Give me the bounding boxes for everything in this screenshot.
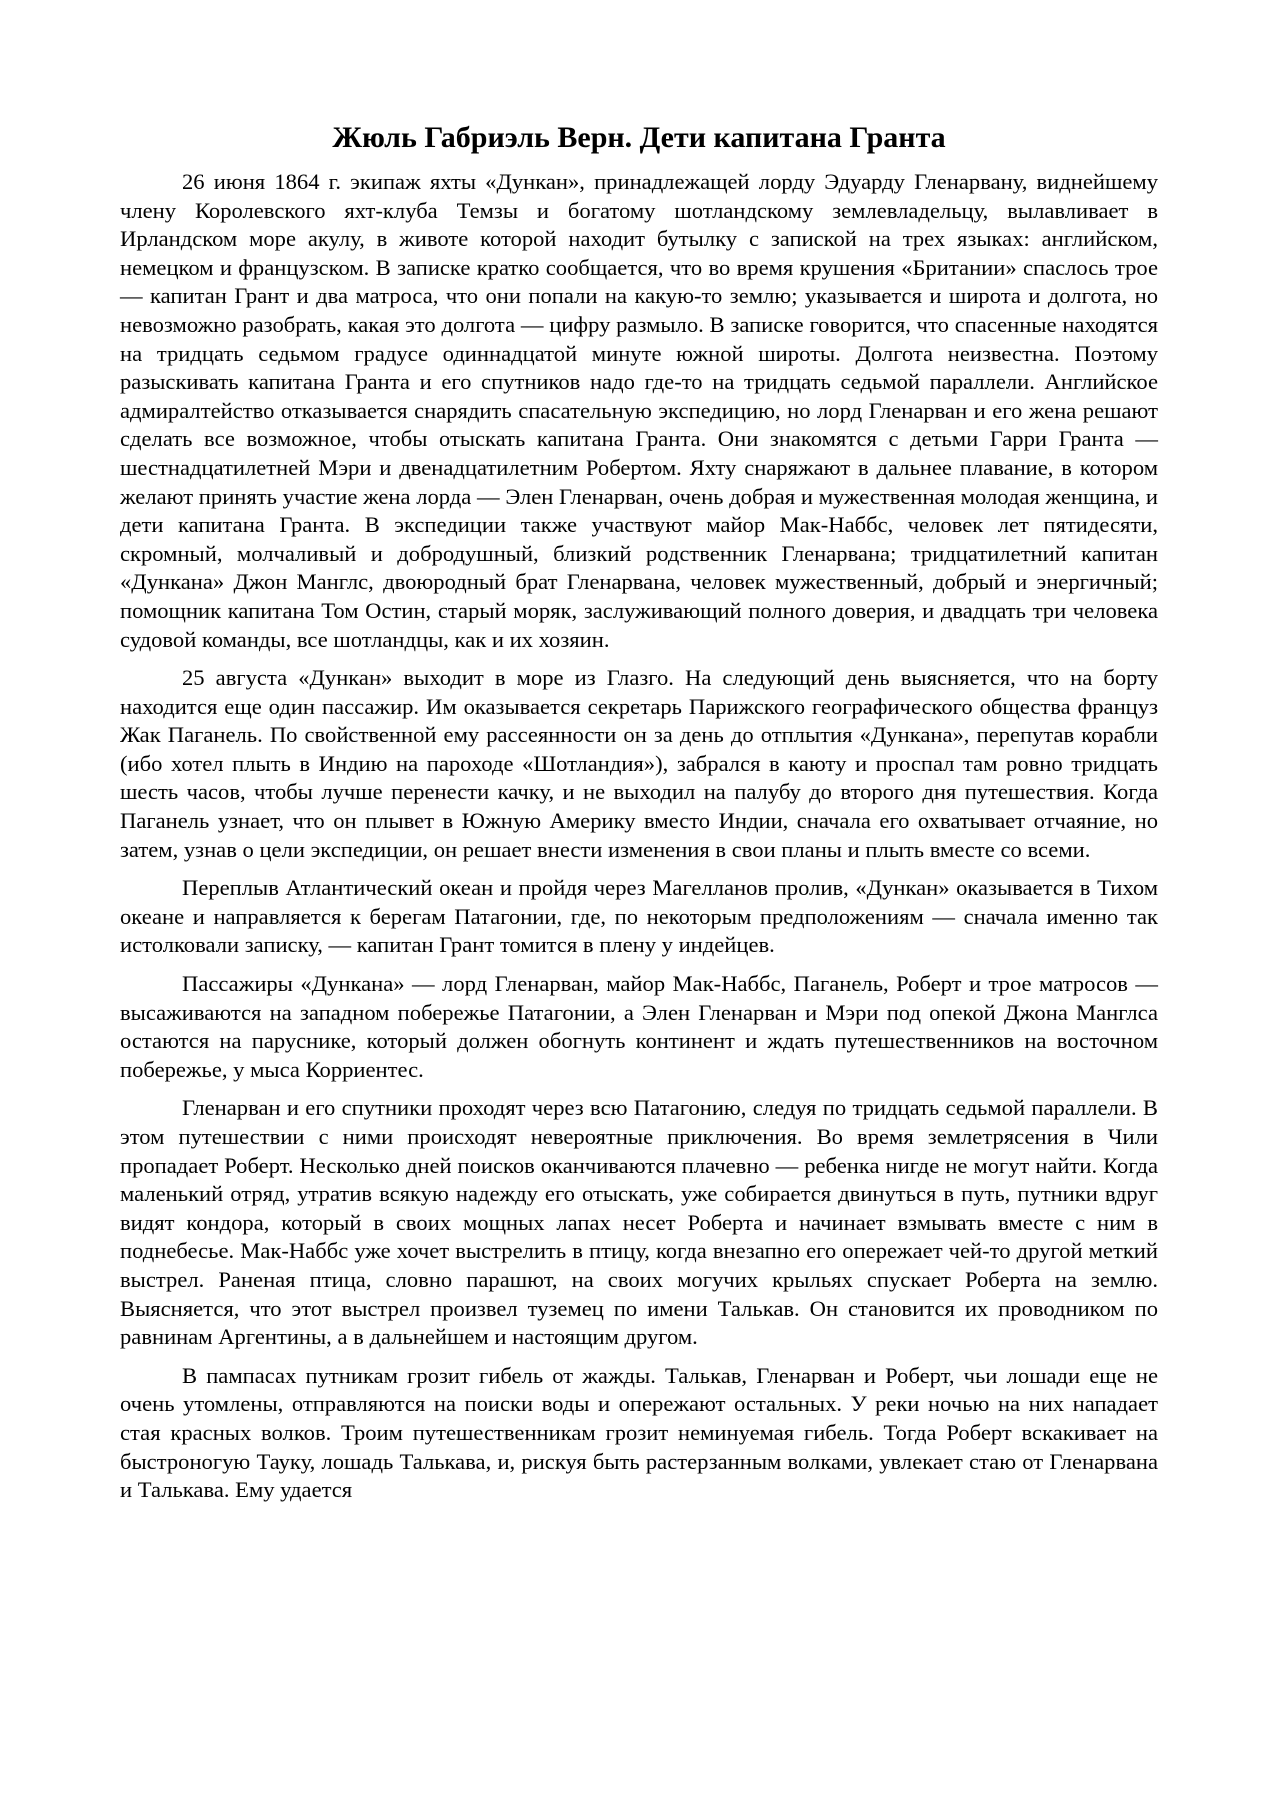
paragraph-2: 25 августа «Дункан» выходит в море из Глазго. На следующий день выясняется, что на борту находится еще один пассажир. Им оказывается секретарь Парижского географического общества француз Жак Паганель. По свойственной ему рассеянности он за день до отплытия «Дункана», перепутав корабли (ибо хотел плыть в Индию на пароходе «Шотландия»), забрался в каюту и проспал там ровно тридцать шесть часов, чтобы лучше перенести качку, и не выходил на палубу до второго дня путешествия. Когда Паганель узнает, что он плывет в Южную Америку вместо Индии, сначала его охватывает отчаяние, но затем, узнав о цели экспедиции, он решает внести изменения в свои планы и плыть вместе со всеми. [120,665,1158,862]
paragraph-6: В пампасах путникам грозит гибель от жажды. Талькав, Гленарван и Роберт, чьи лошади еще не очень утомлены, отправляются на поиски воды и опережают остальных. У реки ночью на них нападает стая красных волков. Троим путешественникам грозит неминуемая гибель. Тогда Роберт вскакивает на быстроногую Тауку, лошадь Талькава, и, рискуя быть растерзанным волками, увлекает стаю от Гленарвана и Талькава. Ему удается [120,1362,1158,1503]
document-title: Жюль Габриэль Верн. Дети капитана Гранта [332,121,946,154]
document-page [120,118,1158,1515]
paragraph-4: Пассажиры «Дункана» — лорд Гленарван, майор Мак-Наббс, Паганель, Роберт и трое матросов — высаживаются на западном побережье Патагонии, а Элен Гленарван и Мэри под опекой Джона Манглса остаются на паруснике, который должен обогнуть континент и ждать путешественников на восточном побережье, у мыса Корриентес. [120,971,1158,1082]
paragraph-5: Гленарван и его спутники проходят через всю Патагонию, следуя по тридцать седьмой параллели. В этом путешествии с ними происходят невероятные приключения. Во время землетрясения в Чили пропадает Роберт. Несколько дней поисков оканчиваются плачевно — ребенка нигде не могут найти. Когда маленький отряд, утратив всякую надежду его отыскать, уже собирается двинуться в путь, путники вдруг видят кондора, который в своих мощных лапах несет Роберта и начинает взмывать вместе с ним в поднебесье. Мак-Наббс уже хочет выстрелить в птицу, когда внезапно его опережает чей-то другой меткий выстрел. Раненая птица, словно парашют, на своих могучих крыльях спускает Роберта на землю. Выясняется, что этот выстрел произвел туземец по имени Талькав. Он становится их проводником по равнинам Аргентины, а в дальнейшем и настоящим другом. [120,1095,1158,1350]
paragraph-3: Переплыв Атлантический океан и пройдя через Магелланов пролив, «Дункан» оказывается в Тихом океане и направляется к берегам Патагонии, где, по некоторым предположениям — сначала именно так истолковали записку, — капитан Грант томится в плену у индейцев. [120,875,1158,958]
paragraph-1: 26 июня 1864 г. экипаж яхты «Дункан», принадлежащей лорду Эдуарду Гленарвану, виднейшему члену Королевского яхт-клуба Темзы и богатому шотландскому землевладельцу, вылавливает в Ирландском море акулу, в животе которой находит бутылку с запиской на трех языках: английском, немецком и французском. В записке кратко сообщается, что во время крушения «Британии» спаслось трое — капитан Грант и два матроса, что они попали на какую-то землю; указывается и широта и долгота, но невозможно разобрать, какая это долгота — цифру размыло. В записке говорится, что спасенные находятся на тридцать седьмом градусе одиннадцатой минуте южной широты. Долгота неизвестна. Поэтому разыскивать капитана Гранта и его спутников надо где-то на тридцать седьмой параллели. Английское адмиралтейство отказывается снарядить спасательную экспедицию, но лорд Гленарван и его жена решают сделать все возможное, чтобы отыскать капитана Гранта. Они знакомятся с детьми Гарри Гранта — шестнадцатилетней Мэри и двенадцатилетним Робертом. Яхту снаряжают в дальнее плавание, в котором желают принять участие жена лорда — Элен Гленарван, очень добрая и мужественная молодая женщина, и дети капитана Гранта. В экспедиции также участвуют майор Мак-Наббс, человек лет пятидесяти, скромный, молчаливый и добродушный, близкий родственник Гленарвана; тридцатилетний капитан «Дункана» Джон Манглс, двоюродный брат Гленарвана, человек мужественный, добрый и энергичный; помощник капитана Том Остин, старый моряк, заслуживающий полного доверия, и двадцать три человека судовой команды, все шотландцы, как и их хозяин. [120,169,1158,652]
